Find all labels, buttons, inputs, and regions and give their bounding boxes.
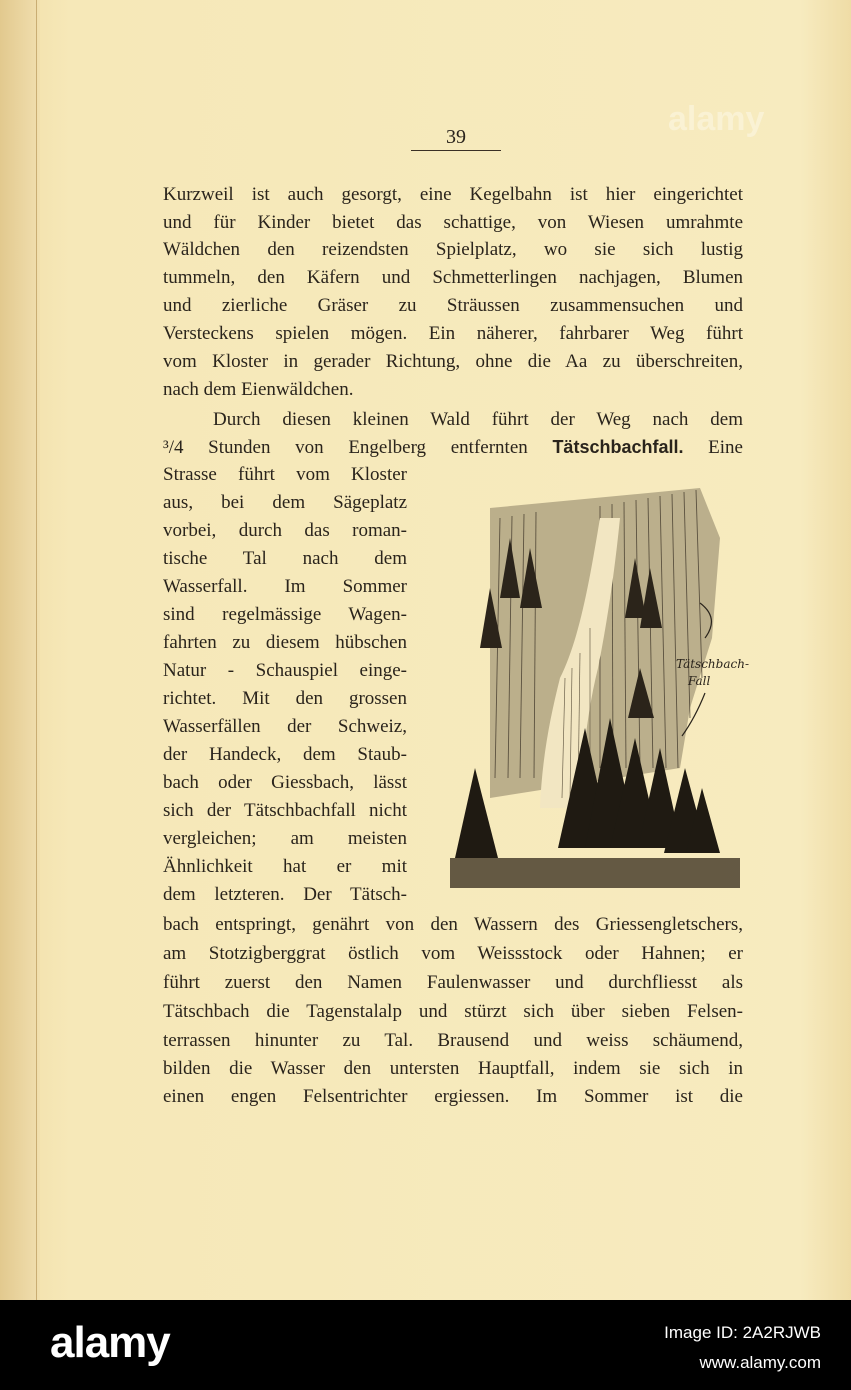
image-id-label: Image ID: 2A2RJWB: [664, 1323, 821, 1342]
watermark-top-right: alamy: [668, 100, 765, 138]
text-line: vom Kloster in gerader Richtung, ohne die Aa zu überschreiten,: [163, 351, 743, 372]
illustration-caption-line2: Fall: [688, 674, 711, 688]
text-line: terrassen hinunter zu Tal. Brausend und weiss schäumend,: [163, 1030, 743, 1051]
spine-edge: [36, 0, 37, 1300]
text-line: einen engen Felsentrichter ergiessen. Im Sommer ist die: [163, 1086, 743, 1107]
page-number-rule: [411, 150, 501, 151]
text-line: Tätschbach die Tagenstalalp und stürzt sich über sieben Felsen-: [163, 1001, 743, 1022]
waterfall-illustration: [450, 478, 749, 890]
narrow-line: vorbei, durch das roman-: [163, 520, 407, 541]
narrow-line: fahrten zu diesem hübschen: [163, 632, 407, 653]
text-span: ³/4 Stunden von Engelberg entfernten: [163, 437, 528, 458]
text-line: bilden die Wasser den untersten Hauptfall, indem sie sich in: [163, 1058, 743, 1079]
narrow-line: Wasserfällen der Schweiz,: [163, 716, 407, 737]
text-line-indent: Durch diesen kleinen Wald führt der Weg nach dem: [213, 409, 743, 430]
text-span: Eine: [708, 437, 743, 458]
narrow-line: vergleichen; am meisten: [163, 828, 407, 849]
narrow-line: tische Tal nach dem: [163, 548, 407, 569]
page-number: 39: [446, 126, 466, 148]
text-line: führt zuerst den Namen Faulenwasser und durchfliesst als: [163, 972, 743, 993]
narrow-line: bach oder Giessbach, lässt: [163, 772, 407, 793]
text-line: am Stotzigberggrat östlich vom Weissstock oder Hahnen; er: [163, 943, 743, 964]
illustration-caption-line1: Tätschbach-: [676, 657, 749, 671]
narrow-line: der Handeck, dem Staub-: [163, 744, 407, 765]
text-line: bach entspringt, genährt von den Wassern des Griessengletschers,: [163, 914, 743, 935]
narrow-line: richtet. Mit den grossen: [163, 688, 407, 709]
narrow-line: Ähnlichkeit hat er mit: [163, 856, 407, 877]
narrow-line: sind regelmässige Wagen-: [163, 604, 407, 625]
text-line: Versteckens spielen mögen. Ein näherer, fahrbarer Weg führt: [163, 323, 743, 344]
text-line: Wäldchen den reizendsten Spielplatz, wo sie sich lustig: [163, 239, 743, 260]
alamy-logo: alamy: [50, 1318, 170, 1367]
narrow-line: aus, bei dem Sägeplatz: [163, 492, 407, 513]
narrow-line: sich der Tätschbachfall nicht: [163, 800, 407, 821]
text-line: tummeln, den Käfern und Schmetterlingen nachjagen, Blumen: [163, 267, 743, 288]
narrow-line: Natur - Schauspiel einge-: [163, 660, 407, 681]
text-line: und zierliche Gräser zu Sträussen zusammensuchen und: [163, 295, 743, 316]
narrow-line: dem letzteren. Der Tätsch-: [163, 884, 407, 905]
waterfall-name-bold: Tätschbachfall.: [552, 437, 684, 457]
site-url: www.alamy.com: [699, 1353, 821, 1372]
text-line: Kurzweil ist auch gesorgt, eine Kegelbahn ist hier eingerichtet: [163, 184, 743, 205]
text-line-last: nach dem Eienwäldchen.: [163, 379, 354, 400]
book-spine: [0, 0, 40, 1300]
footer-credit: [664, 1318, 821, 1378]
text-line-with-bold: [163, 434, 743, 461]
narrow-line: Strasse führt vom Kloster: [163, 464, 407, 485]
narrow-line: Wasserfall. Im Sommer: [163, 576, 407, 597]
text-line: und für Kinder bietet das schattige, von Wiesen umrahmte: [163, 212, 743, 233]
